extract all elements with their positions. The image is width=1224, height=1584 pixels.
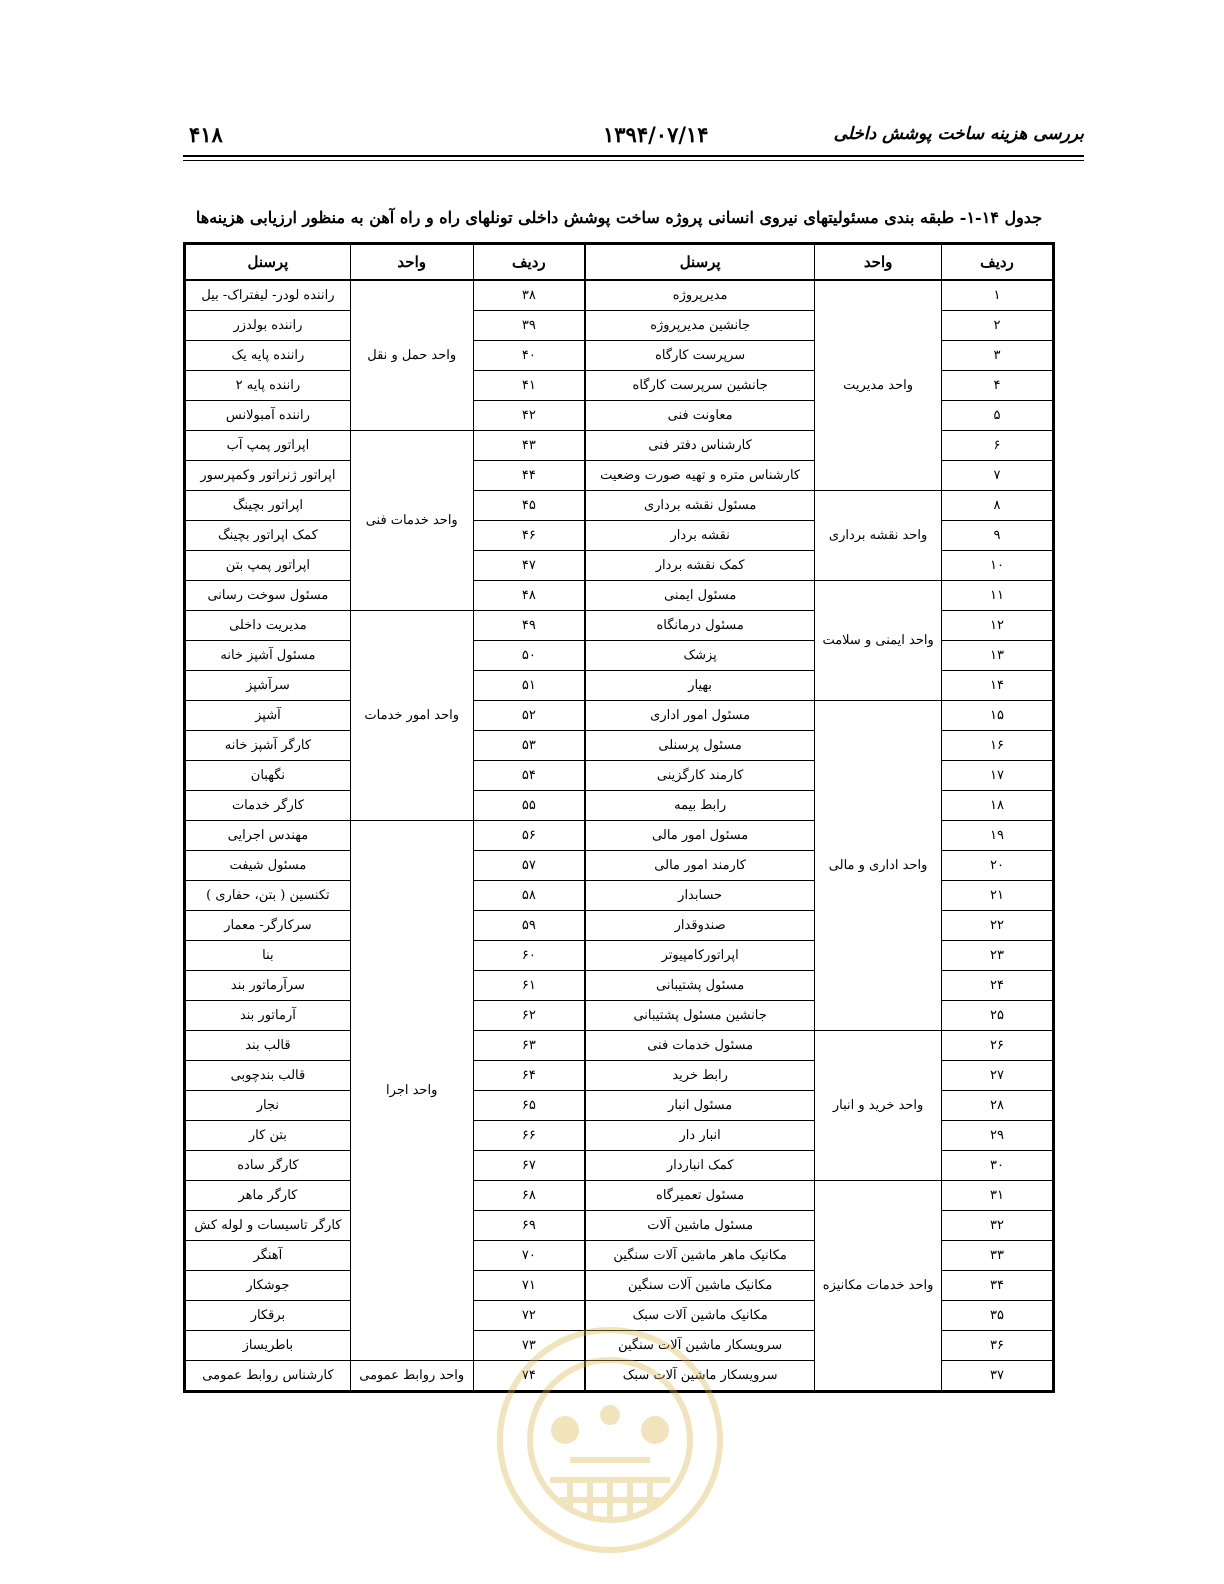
header-title: بررسی هزینه ساخت پوشش داخلی [833, 124, 1084, 144]
personnel-cell: مکانیک ماشین آلات سبک [585, 1301, 815, 1331]
personnel-cell: مسئول سوخت رسانی [185, 581, 351, 611]
row-number-cell: ۲۶ [942, 1031, 1054, 1061]
row-number-cell: ۶۷ [473, 1151, 585, 1181]
personnel-cell: مسئول تعمیرگاه [585, 1181, 815, 1211]
personnel-cell: مسئول نقشه برداری [585, 491, 815, 521]
table-row [185, 581, 1054, 611]
personnel-cell: کارگر ماهر [185, 1181, 351, 1211]
row-number-cell: ۱۳ [942, 641, 1054, 671]
personnel-cell: نجار [185, 1091, 351, 1121]
personnel-cell: مسئول انبار [585, 1091, 815, 1121]
personnel-cell: برقکار [185, 1301, 351, 1331]
row-number-cell: ۶۴ [473, 1061, 585, 1091]
personnel-cell: اپراتور ژنراتور وکمپرسور [185, 461, 351, 491]
page-number: ۴۱۸ [189, 122, 223, 147]
personnel-cell: نقشه بردار [585, 521, 815, 551]
personnel-cell: آرماتور بند [185, 1001, 351, 1031]
personnel-cell: جانشین سرپرست کارگاه [585, 371, 815, 401]
row-number-cell: ۶۹ [473, 1211, 585, 1241]
row-number-cell: ۷۱ [473, 1271, 585, 1301]
personnel-cell: بنا [185, 941, 351, 971]
row-number-cell: ۲۰ [942, 851, 1054, 881]
personnel-cell: کارگر آشپز خانه [185, 731, 351, 761]
table-body [185, 280, 1054, 1392]
row-number-cell: ۲ [942, 311, 1054, 341]
row-number-cell: ۶۳ [473, 1031, 585, 1061]
row-number-cell: ۱ [942, 280, 1054, 311]
header-unit: واحد [350, 244, 473, 281]
header-rule-thin [183, 160, 1084, 161]
personnel-cell: مدیرپروژه [585, 280, 815, 311]
row-number-cell: ۴۶ [473, 521, 585, 551]
row-number-cell: ۱۵ [942, 701, 1054, 731]
personnel-cell: راننده لودر- لیفتراک- بیل [185, 280, 351, 311]
row-number-cell: ۳۱ [942, 1181, 1054, 1211]
row-number-cell: ۴۳ [473, 431, 585, 461]
row-number-cell: ۴۹ [473, 611, 585, 641]
row-number-cell: ۵۲ [473, 701, 585, 731]
unit-cell: واحد اجرا [350, 821, 473, 1361]
personnel-cell: سرویسکار ماشین آلات سنگین [585, 1331, 815, 1361]
header-rule [183, 155, 1084, 157]
personnel-cell: کارمند کارگزینی [585, 761, 815, 791]
header-personnel: پرسنل [585, 244, 815, 281]
personnel-cell: انبار دار [585, 1121, 815, 1151]
personnel-cell: مدیریت داخلی [185, 611, 351, 641]
row-number-cell: ۳۵ [942, 1301, 1054, 1331]
header-row-number: ردیف [942, 244, 1054, 281]
personnel-cell: سرپرست کارگاه [585, 341, 815, 371]
row-number-cell: ۴ [942, 371, 1054, 401]
personnel-cell: سرآشپز [185, 671, 351, 701]
row-number-cell: ۱۶ [942, 731, 1054, 761]
row-number-cell: ۴۴ [473, 461, 585, 491]
row-number-cell: ۸ [942, 491, 1054, 521]
personnel-cell: صندوقدار [585, 911, 815, 941]
row-number-cell: ۳ [942, 341, 1054, 371]
personnel-cell: کارگر ساده [185, 1151, 351, 1181]
row-number-cell: ۷۰ [473, 1241, 585, 1271]
page-header [183, 118, 1084, 150]
personnel-cell: مسئول امور مالی [585, 821, 815, 851]
personnel-cell: مسئول خدمات فنی [585, 1031, 815, 1061]
row-number-cell: ۲۲ [942, 911, 1054, 941]
personnel-cell: مسئول آشپز خانه [185, 641, 351, 671]
personnel-table [183, 242, 1055, 1393]
row-number-cell: ۴۲ [473, 401, 585, 431]
row-number-cell: ۳۷ [942, 1361, 1054, 1392]
row-number-cell: ۶۲ [473, 1001, 585, 1031]
row-number-cell: ۳۸ [473, 280, 585, 311]
header-unit: واحد [815, 244, 942, 281]
personnel-cell: راننده بولدزر [185, 311, 351, 341]
personnel-cell: سرویسکار ماشین آلات سبک [585, 1361, 815, 1392]
row-number-cell: ۵۸ [473, 881, 585, 911]
row-number-cell: ۵۷ [473, 851, 585, 881]
personnel-cell: بهیار [585, 671, 815, 701]
table-row [185, 280, 1054, 311]
personnel-cell: سرکارگر- معمار [185, 911, 351, 941]
row-number-cell: ۵۴ [473, 761, 585, 791]
unit-cell: واحد ایمنی و سلامت [815, 581, 942, 701]
personnel-cell: قالب بند [185, 1031, 351, 1061]
row-number-cell: ۳۳ [942, 1241, 1054, 1271]
row-number-cell: ۵۵ [473, 791, 585, 821]
row-number-cell: ۷۲ [473, 1301, 585, 1331]
table-row [185, 1031, 1054, 1061]
row-number-cell: ۱۴ [942, 671, 1054, 701]
header-row-number: ردیف [473, 244, 585, 281]
personnel-cell: معاونت فنی [585, 401, 815, 431]
personnel-cell: آشپز [185, 701, 351, 731]
personnel-cell: کارمند امور مالی [585, 851, 815, 881]
personnel-cell: مسئول درمانگاه [585, 611, 815, 641]
personnel-cell: تکنسین ( بتن، حفاری ) [185, 881, 351, 911]
personnel-cell: کارشناس دفتر فنی [585, 431, 815, 461]
row-number-cell: ۳۰ [942, 1151, 1054, 1181]
personnel-cell: جوشکار [185, 1271, 351, 1301]
row-number-cell: ۱۱ [942, 581, 1054, 611]
personnel-cell: اپراتورکامپیوتر [585, 941, 815, 971]
personnel-cell: کمک نقشه بردار [585, 551, 815, 581]
unit-cell: واحد اداری و مالی [815, 701, 942, 1031]
personnel-cell: اپراتور پمپ آب [185, 431, 351, 461]
row-number-cell: ۵۳ [473, 731, 585, 761]
row-number-cell: ۳۲ [942, 1211, 1054, 1241]
personnel-cell: سرآرماتور بند [185, 971, 351, 1001]
row-number-cell: ۲۹ [942, 1121, 1054, 1151]
unit-cell: واحد مدیریت [815, 280, 942, 491]
row-number-cell: ۳۶ [942, 1331, 1054, 1361]
row-number-cell: ۲۸ [942, 1091, 1054, 1121]
unit-cell: واحد خدمات مکانیزه [815, 1181, 942, 1392]
row-number-cell: ۲۷ [942, 1061, 1054, 1091]
row-number-cell: ۷۳ [473, 1331, 585, 1361]
row-number-cell: ۴۵ [473, 491, 585, 521]
row-number-cell: ۵۶ [473, 821, 585, 851]
personnel-cell: اپراتور پمپ بتن [185, 551, 351, 581]
row-number-cell: ۱۷ [942, 761, 1054, 791]
personnel-cell: رابط خرید [585, 1061, 815, 1091]
personnel-cell: مهندس اجرایی [185, 821, 351, 851]
personnel-cell: مسئول ماشین آلات [585, 1211, 815, 1241]
personnel-cell: جانشین مدیرپروژه [585, 311, 815, 341]
personnel-cell: بتن کار [185, 1121, 351, 1151]
seal-watermark-icon [490, 1310, 730, 1584]
personnel-cell: کارگر خدمات [185, 791, 351, 821]
personnel-cell: قالب بندچوبی [185, 1061, 351, 1091]
personnel-cell: کارگر تاسیسات و لوله کش [185, 1211, 351, 1241]
row-number-cell: ۵۹ [473, 911, 585, 941]
row-number-cell: ۱۹ [942, 821, 1054, 851]
personnel-cell: اپراتور بچینگ [185, 491, 351, 521]
table-row [185, 1181, 1054, 1211]
personnel-cell: راننده پایه ۲ [185, 371, 351, 401]
table-caption: جدول ۱۴-۱- طبقه بندی مسئولیتهای نیروی انسانی پروژه ساخت پوشش داخلی تونلهای راه و راه آهن به منظور ارزیابی هزینه‌ها [195, 208, 1043, 227]
personnel-cell: مسئول شیفت [185, 851, 351, 881]
table-header-row [185, 244, 1054, 281]
personnel-cell: راننده پایه یک [185, 341, 351, 371]
personnel-cell: پزشک [585, 641, 815, 671]
personnel-cell: مسئول ایمنی [585, 581, 815, 611]
row-number-cell: ۱۰ [942, 551, 1054, 581]
unit-cell: واحد خرید و انبار [815, 1031, 942, 1181]
personnel-cell: حسابدار [585, 881, 815, 911]
row-number-cell: ۴۰ [473, 341, 585, 371]
row-number-cell: ۲۳ [942, 941, 1054, 971]
row-number-cell: ۲۴ [942, 971, 1054, 1001]
unit-cell: واحد نقشه برداری [815, 491, 942, 581]
row-number-cell: ۶۵ [473, 1091, 585, 1121]
personnel-cell: مسئول امور اداری [585, 701, 815, 731]
personnel-cell: رابط بیمه [585, 791, 815, 821]
row-number-cell: ۷۴ [473, 1361, 585, 1392]
row-number-cell: ۵۰ [473, 641, 585, 671]
unit-cell: واحد حمل و نقل [350, 280, 473, 431]
personnel-cell: نگهبان [185, 761, 351, 791]
row-number-cell: ۴۸ [473, 581, 585, 611]
row-number-cell: ۳۹ [473, 311, 585, 341]
unit-cell: واحد خدمات فنی [350, 431, 473, 611]
row-number-cell: ۶۶ [473, 1121, 585, 1151]
row-number-cell: ۶ [942, 431, 1054, 461]
row-number-cell: ۲۵ [942, 1001, 1054, 1031]
personnel-cell: جانشین مسئول پشتیبانی [585, 1001, 815, 1031]
row-number-cell: ۶۱ [473, 971, 585, 1001]
personnel-cell: مکانیک ماهر ماشین آلات سنگین [585, 1241, 815, 1271]
personnel-cell: باطریساز [185, 1331, 351, 1361]
row-number-cell: ۱۸ [942, 791, 1054, 821]
row-number-cell: ۷ [942, 461, 1054, 491]
personnel-cell: مسئول پرسنلی [585, 731, 815, 761]
row-number-cell: ۵۱ [473, 671, 585, 701]
personnel-cell: کمک انباردار [585, 1151, 815, 1181]
row-number-cell: ۴۷ [473, 551, 585, 581]
unit-cell: واحد امور خدمات [350, 611, 473, 821]
header-personnel: پرسنل [185, 244, 351, 281]
personnel-cell: مسئول پشتیبانی [585, 971, 815, 1001]
row-number-cell: ۲۱ [942, 881, 1054, 911]
unit-cell: واحد روابط عمومی [350, 1361, 473, 1392]
row-number-cell: ۳۴ [942, 1271, 1054, 1301]
personnel-cell: راننده آمبولانس [185, 401, 351, 431]
row-number-cell: ۴۱ [473, 371, 585, 401]
header-date: ۱۳۹۴/۰۷/۱۴ [603, 122, 709, 147]
row-number-cell: ۶۸ [473, 1181, 585, 1211]
personnel-cell: کارشناس متره و تهیه صورت وضعیت [585, 461, 815, 491]
personnel-cell: کمک اپراتور بچینگ [185, 521, 351, 551]
row-number-cell: ۵ [942, 401, 1054, 431]
row-number-cell: ۱۲ [942, 611, 1054, 641]
table-row [185, 491, 1054, 521]
row-number-cell: ۶۰ [473, 941, 585, 971]
personnel-cell: آهنگر [185, 1241, 351, 1271]
personnel-cell: کارشناس روابط عمومی [185, 1361, 351, 1392]
personnel-cell: مکانیک ماشین آلات سنگین [585, 1271, 815, 1301]
table-row [185, 701, 1054, 731]
row-number-cell: ۹ [942, 521, 1054, 551]
